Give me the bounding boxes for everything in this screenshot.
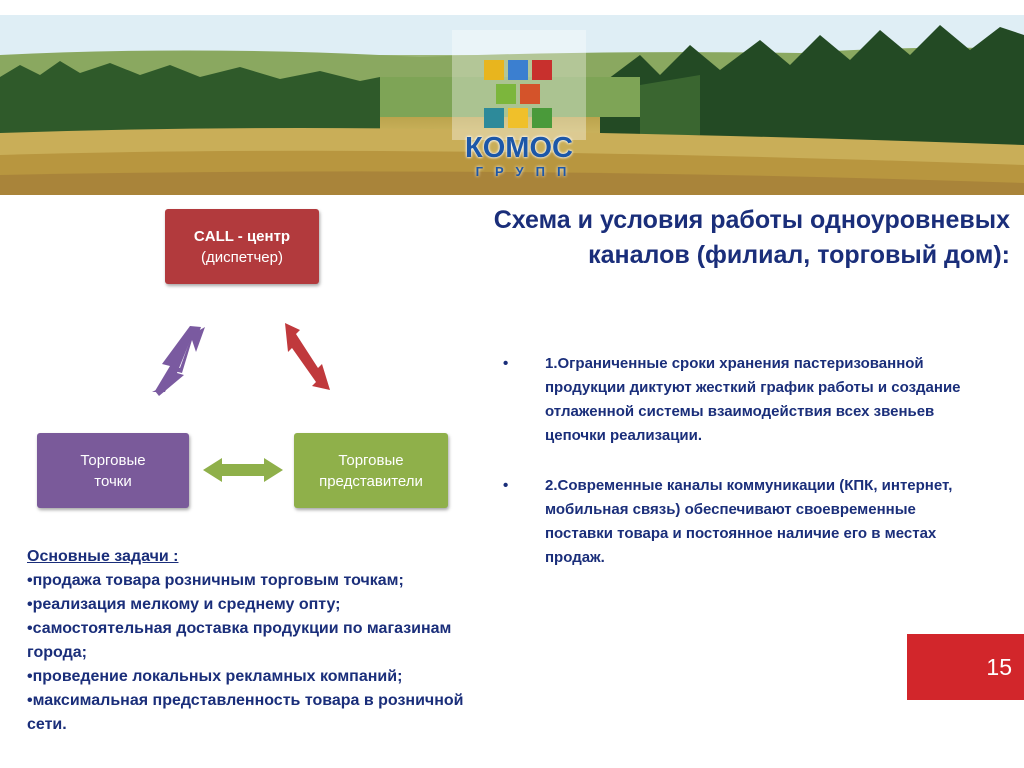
condition-text: 2.Современные каналы коммуникации (КПК, интернет, мобильная связь) обеспечивают своевременные поставки товара и постоянное наличие его в местах продаж. xyxy=(545,477,953,566)
title-line-1: Схема и условия работы одноуровневых xyxy=(493,206,1010,234)
task-item: •проведение локальных рекламных компаний; xyxy=(27,668,403,685)
conditions-list xyxy=(503,352,973,570)
logo-subtitle: ГРУПП xyxy=(475,164,579,179)
page-number: 15 xyxy=(986,654,1012,680)
page-number-box xyxy=(907,634,1024,700)
task-item: •реализация мелкому и среднему опту; xyxy=(27,596,341,613)
condition-item xyxy=(503,474,973,570)
task-item: •максимальная представленность товара в розничной сети. xyxy=(27,692,464,733)
trade-points-box xyxy=(37,433,189,508)
main-tasks-list xyxy=(27,545,507,737)
sales-reps-line1: Торговые xyxy=(338,451,404,469)
task-item: •продажа товара розничным торговым точкам; xyxy=(27,572,404,589)
sales-reps-box xyxy=(294,433,448,508)
arrow-green xyxy=(203,458,283,482)
call-center-subtitle: (диспетчер) xyxy=(201,248,283,266)
bullet-mark: • xyxy=(503,355,509,372)
trade-points-line1: Торговые xyxy=(80,451,146,469)
tasks-heading: Основные задачи : xyxy=(27,548,179,565)
sales-reps-line2: представители xyxy=(319,472,423,490)
task-item: •самостоятельная доставка продукции по магазинам города; xyxy=(27,620,452,661)
title-line-2: каналов (филиал, торговый дом): xyxy=(588,241,1010,269)
call-center-box xyxy=(165,209,319,284)
trade-points-line2: точки xyxy=(94,472,132,490)
bullet-mark: • xyxy=(503,477,509,494)
condition-item xyxy=(503,352,973,448)
arrow-red xyxy=(285,323,330,390)
call-center-title: CALL - центр xyxy=(193,227,291,245)
condition-text: 1.Ограниченные сроки хранения пастеризованной продукции диктуют жесткий график работы и создание отлаженной системы взаимодействия всех звеньев цепочки реализации. xyxy=(545,355,961,444)
logo-wordmark: КОМОС xyxy=(465,132,573,164)
